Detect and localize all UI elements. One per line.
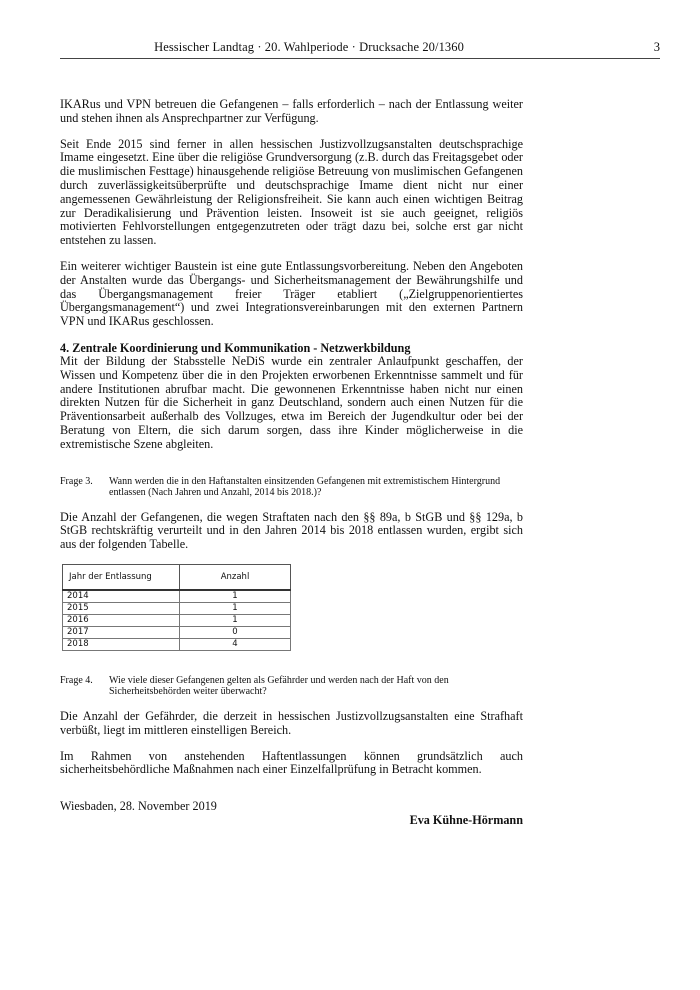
page-number: 3 (653, 40, 660, 54)
answer-4-gefaehrder: Die Anzahl der Gefährder, die derzeit in hessischen Justizvollzugsanstalten eine Strafhaft verbüßt, liegt im mittleren einstelligen Bereich. (60, 708, 523, 737)
column-header-year: Jahr der Entlassung (63, 564, 180, 590)
signature-block (60, 799, 523, 828)
signatory-name: Eva Kühne-Hörmann (409, 813, 523, 828)
table-cell-year: 2014 (63, 590, 180, 603)
table-cell-count: 0 (180, 626, 291, 638)
table-cell-year: 2015 (63, 602, 180, 614)
table-cell-year: 2016 (63, 614, 180, 626)
table-cell-count: 1 (180, 590, 291, 603)
table-cell-count: 1 (180, 614, 291, 626)
paragraph-nedis: Mit der Bildung der Stabsstelle NeDiS wurde ein zentraler Anlaufpunkt geschaffen, der Wissen und Kompetenz über die in den Projekten erworbenen Erkenntnisse sammelt und für andere Institutionen abrufbar macht. Die gewonnenen Erkenntnisse haben nicht nur einen direkten Nutzen für die Sicherheit in ganz Deutschland, sondern auch einen Nutzen für die Präventionsarbeit außerhalb des Vollzuges, etwa im Bereich der Jugendkultur oder bei der Beratung von Eltern, die sich darum sorgen, dass ihre Kinder möglicherweise in die extremistische Szene abgleiten. (60, 353, 523, 451)
table-row (63, 590, 291, 603)
question-3 (60, 476, 523, 499)
column-header-count: Anzahl (180, 564, 291, 590)
paragraph-entlassungsvorbereitung: Ein weiterer wichtiger Baustein ist eine gute Entlassungsvorbereitung. Neben den Angeboten der Anstalten wurde das Übergangs- und Sicherheitsmanagement der Bewährungshilfe und das Übergangsmanagement freier Träger etabliert („Zielgruppenorientiertes Übergangsmanagement“) und zwei Integrationsvereinbarungen mit den externen Partnern VPN und IKARus geschlossen. (60, 258, 523, 329)
place-date: Wiesbaden, 28. November 2019 (60, 799, 217, 814)
answer-3: Die Anzahl der Gefangenen, die wegen Straftaten nach den §§ 89a, b StGB und §§ 129a, b StGB rechtskräftig verurteilt und in den Jahren 2014 bis 2018 entlassen wurden, ergibt sich aus der folgenden Tabelle. (60, 509, 523, 552)
table-cell-year: 2018 (63, 638, 180, 650)
paragraph-imame: Seit Ende 2015 sind ferner in allen hessischen Justizvollzugsanstalten deutschsprachige Imame eingesetzt. Eine über die religiöse Grundversorgung (z.B. durch das Freitagsgebet oder die muslimischen Festtage) hinausgehende religiöse Betreuung von muslimischen Gefangenen durch zuverlässigkeitsüberprüfte und deutschsprachige Imame dient nicht nur einer angemessenen Gewährleistung der Religionsfreiheit. Sie kann auch einen wichtigen Beitrag zur Deradikalisierung und Prävention leisten. Insoweit ist sie auch geeignet, religiös motivierten Fehlvorstellungen entgegenzutreten oder trägt dazu bei, solche erst gar nicht entstehen zu lassen. (60, 136, 523, 248)
table-cell-year: 2017 (63, 626, 180, 638)
question-4 (60, 675, 523, 698)
question-text: Wie viele dieser Gefangenen gelten als Gefährder und werden nach der Haft von den Sicherheitsbehörden weiter überwacht? (109, 674, 449, 698)
table-cell-count: 4 (180, 638, 291, 650)
section-heading: 4. Zentrale Koordinierung und Kommunikation - Netzwerkbildung (60, 340, 411, 355)
document-body (60, 97, 523, 828)
paragraph-ikarus: IKARus und VPN betreuen die Gefangenen – falls erforderlich – nach der Entlassung weiter und stehen ihnen als Ansprechpartner zur Verfügung. (60, 97, 523, 125)
answer-4-massnahmen: Im Rahmen von anstehenden Haftentlassungen können grundsätzlich auch sicherheitsbehördliche Maßnahmen nach einer Einzelfallprüfung in Betracht kommen. (60, 748, 523, 777)
question-text: Wann werden die in den Haftanstalten einsitzenden Gefangenen mit extremistischem Hintergrund entlassen (Nach Jahren und Anzahl, 2014 bis 2018.)? (109, 475, 501, 499)
page-header (60, 40, 660, 59)
table-row (63, 602, 291, 614)
table-row (63, 626, 291, 638)
table-row (63, 614, 291, 626)
question-label: Frage 3. (60, 475, 93, 487)
question-label: Frage 4. (60, 674, 93, 686)
running-title: Hessischer Landtag · 20. Wahlperiode · Drucksache 20/1360 (154, 40, 464, 54)
release-table (62, 564, 291, 651)
table-header-row (63, 564, 291, 590)
table-row (63, 638, 291, 650)
table-cell-count: 1 (180, 602, 291, 614)
